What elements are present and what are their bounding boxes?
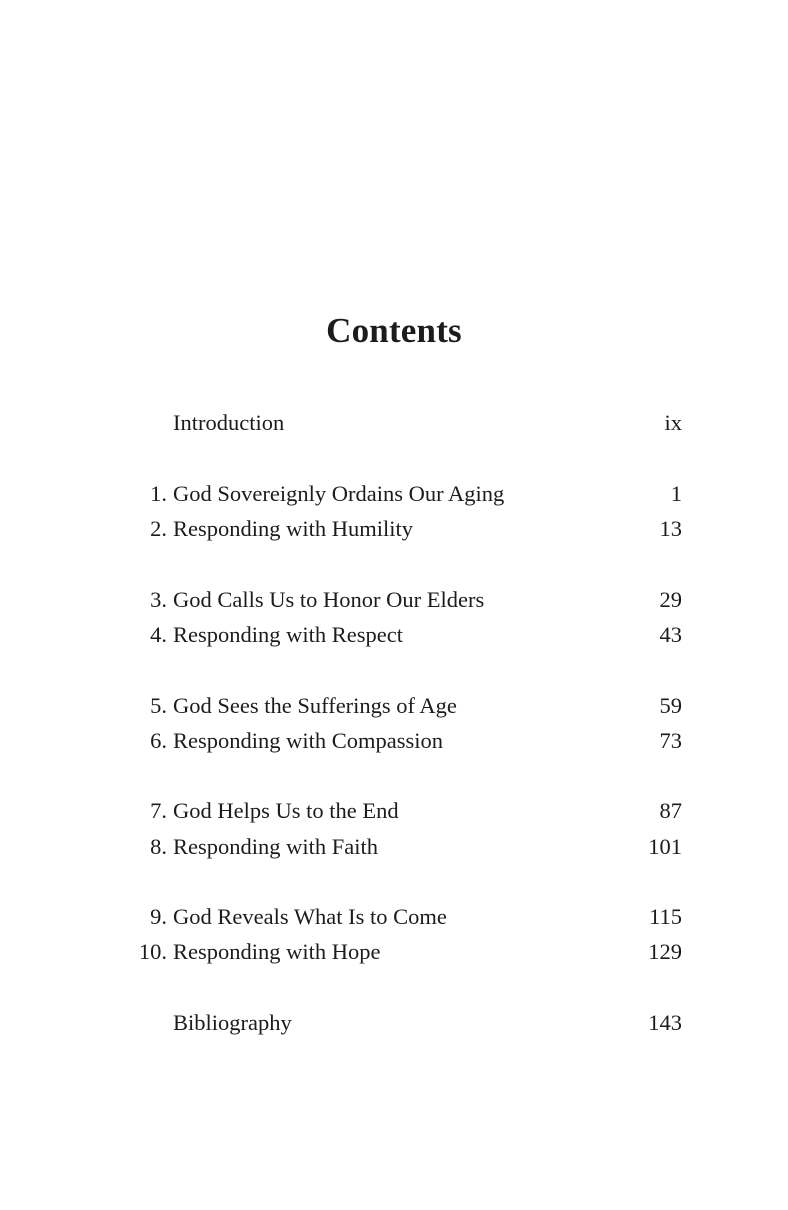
toc-entry-chapter-9[interactable] [120,902,682,932]
toc-entry-label: Responding with Faith [173,834,379,859]
toc-entry-page: 87 [659,798,682,823]
toc-entry-page: 59 [659,693,682,718]
toc-entry-number: 6. [150,728,167,753]
toc-entry-number: 7. [150,798,167,823]
toc-entry-page: 1 [670,481,682,506]
toc-entry-page: 101 [648,834,682,859]
toc-entry-chapter-4[interactable] [120,620,682,650]
toc-entry-number: 3. [150,587,167,612]
toc-entry-page: 13 [659,516,682,541]
toc-entry-label: God Calls Us to Honor Our Elders [173,587,485,612]
toc-entry-page: 29 [659,587,682,612]
toc-entry-number: 4. [150,622,167,647]
toc-entry-page: 73 [659,728,682,753]
toc-entry-chapter-2[interactable] [120,514,682,544]
toc-entry-number: 9. [150,904,167,929]
toc-entry-label: Responding with Humility [173,516,414,541]
toc-entry-chapter-3[interactable] [120,585,682,615]
toc-entry-chapter-7[interactable] [120,796,682,826]
toc-entry-page: ix [664,410,682,435]
page-title: Contents [326,311,462,350]
toc-entry-label: Introduction [173,410,285,435]
toc-entry-number: 10. [138,939,167,964]
toc-entry-number: 2. [150,516,167,541]
toc-entry-introduction[interactable] [120,408,682,438]
toc-entry-bibliography[interactable] [120,1008,682,1038]
toc-entry-chapter-1[interactable] [120,479,682,509]
toc-entry-page: 115 [649,904,682,929]
toc-entry-page: 129 [648,939,682,964]
toc-entry-label: Responding with Hope [173,939,381,964]
toc-entry-chapter-8[interactable] [120,832,682,862]
toc-entry-label: Bibliography [173,1010,292,1035]
toc-entry-label: God Reveals What Is to Come [173,904,447,929]
toc-entry-number: 8. [150,834,167,859]
toc-entry-number: 1. [150,481,167,506]
toc-entry-label: Responding with Compassion [173,728,444,753]
toc-entry-label: God Sees the Sufferings of Age [173,693,457,718]
toc-entry-label: Responding with Respect [173,622,403,647]
toc-entry-label: God Sovereignly Ordains Our Aging [173,481,505,506]
toc-entry-number: 5. [150,693,167,718]
toc-entry-label: God Helps Us to the End [173,798,399,823]
toc-entry-chapter-10[interactable] [120,937,682,967]
toc-entry-chapter-5[interactable] [120,691,682,721]
toc-entry-chapter-6[interactable] [120,726,682,756]
toc-entry-page: 43 [659,622,682,647]
toc-entry-page: 143 [648,1010,682,1035]
